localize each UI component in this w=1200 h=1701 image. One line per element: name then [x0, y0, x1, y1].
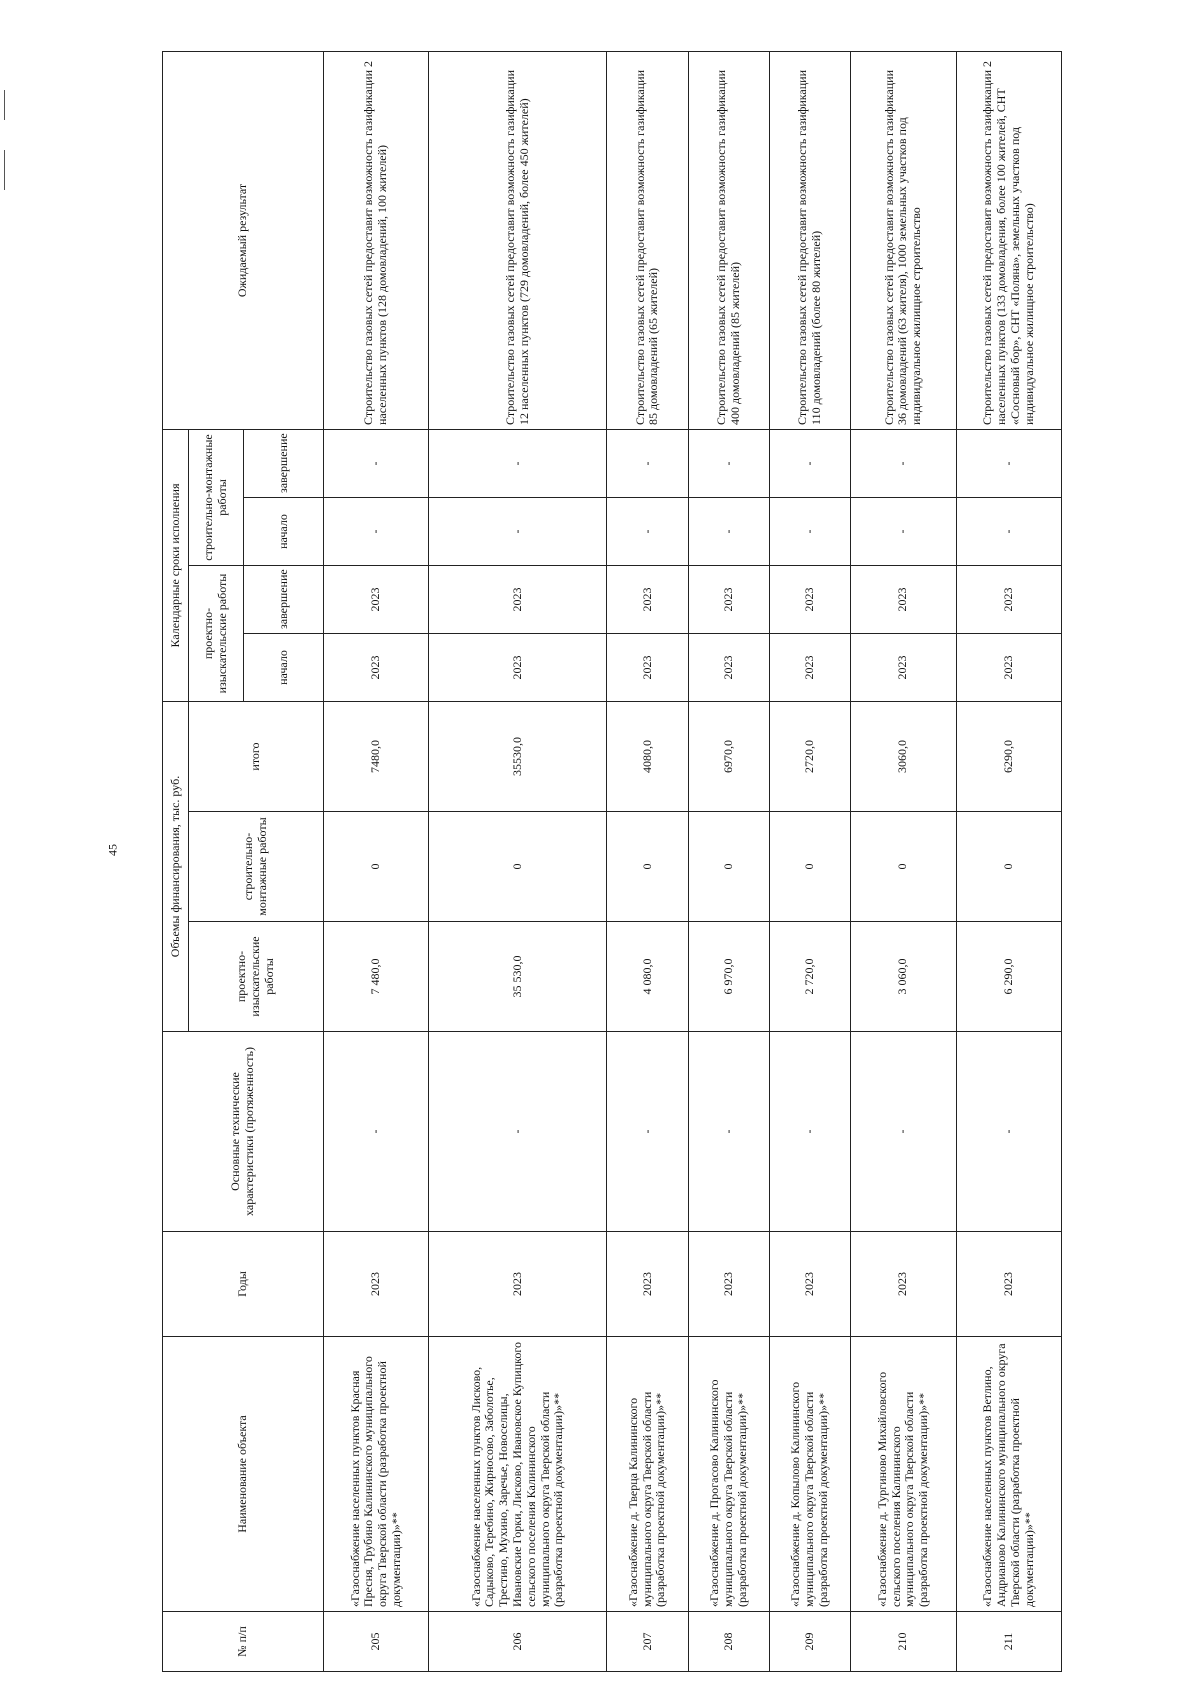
row-object-name: «Газоснабжение д. Прогасово Калининского муниципального округа Тверской области (разработка проектной документации)»**	[688, 1337, 769, 1612]
row-construction-start: -	[429, 498, 607, 566]
row-total-cost: 4080,0	[607, 702, 688, 812]
header-design-works: проектно-изыскательские работы	[189, 922, 324, 1032]
row-construction-start: -	[956, 498, 1061, 566]
header-design-works-cal: проектно-изыскательские работы	[189, 566, 244, 702]
row-specs: -	[769, 1032, 850, 1232]
row-construction-start: -	[769, 498, 850, 566]
row-specs: -	[688, 1032, 769, 1232]
row-construction-end: -	[851, 429, 956, 497]
scan-edge-mark	[4, 150, 5, 190]
row-design-start: 2023	[769, 634, 850, 702]
table-row	[956, 51, 1061, 1671]
row-total-cost: 7480,0	[324, 702, 429, 812]
header-design-end: завершение	[244, 566, 324, 634]
row-design-end: 2023	[688, 566, 769, 634]
row-object-name: «Газоснабжение населенных пунктов Ветлино, Андрианово Калининского муниципального округа Тверской области (разработка проектной документации)»**	[956, 1337, 1061, 1612]
row-design-start: 2023	[607, 634, 688, 702]
row-num: 208	[688, 1612, 769, 1672]
row-design-cost: 6 290,0	[956, 922, 1061, 1032]
row-design-end: 2023	[324, 566, 429, 634]
row-construction-cost: 0	[688, 812, 769, 922]
row-design-end: 2023	[607, 566, 688, 634]
row-design-cost: 7 480,0	[324, 922, 429, 1032]
header-years: Годы	[163, 1232, 324, 1337]
row-construction-end: -	[324, 429, 429, 497]
row-num: 206	[429, 1612, 607, 1672]
row-year: 2023	[607, 1232, 688, 1337]
row-design-cost: 3 060,0	[851, 922, 956, 1032]
header-construction-start: начало	[244, 498, 324, 566]
row-construction-end: -	[429, 429, 607, 497]
header-name: Наименование объекта	[163, 1337, 324, 1612]
row-total-cost: 6970,0	[688, 702, 769, 812]
row-construction-start: -	[688, 498, 769, 566]
row-total-cost: 3060,0	[851, 702, 956, 812]
header-design-start: начало	[244, 634, 324, 702]
header-construction-works-cal: строительно-монтажные работы	[189, 429, 244, 565]
page-number: 45	[105, 844, 120, 856]
row-construction-start: -	[607, 498, 688, 566]
row-object-name: «Газоснабжение населенных пунктов Красная Пресня, Трубино Калининского муниципального округа Тверской области (разработка проектной документации)»**	[324, 1337, 429, 1612]
row-construction-cost: 0	[324, 812, 429, 922]
row-total-cost: 2720,0	[769, 702, 850, 812]
row-expected-result: Строительство газовых сетей предоставит возможность газификации 110 домовладений (более 80 жителей)	[769, 51, 850, 429]
row-construction-end: -	[956, 429, 1061, 497]
row-year: 2023	[324, 1232, 429, 1337]
row-num: 209	[769, 1612, 850, 1672]
header-construction-works: строительно-монтажные работы	[189, 812, 324, 922]
row-specs: -	[956, 1032, 1061, 1232]
row-object-name: «Газоснабжение д. Тверца Калининского муниципального округа Тверской области (разработка проектной документации)»**	[607, 1337, 688, 1612]
table-row	[429, 51, 607, 1671]
header-construction-end: завершение	[244, 429, 324, 497]
gasification-table	[162, 51, 1062, 1672]
row-design-start: 2023	[688, 634, 769, 702]
row-year: 2023	[688, 1232, 769, 1337]
row-year: 2023	[429, 1232, 607, 1337]
row-specs: -	[429, 1032, 607, 1232]
scan-edge-mark	[4, 90, 5, 120]
header-finance-group: Объемы финансирования, тыс. руб.	[163, 702, 189, 1032]
row-construction-start: -	[324, 498, 429, 566]
row-specs: -	[851, 1032, 956, 1232]
row-expected-result: Строительство газовых сетей предоставит возможность газификации 12 населенных пунктов (729 домовладений, более 450 жителей)	[429, 51, 607, 429]
row-specs: -	[324, 1032, 429, 1232]
row-num: 207	[607, 1612, 688, 1672]
row-construction-cost: 0	[607, 812, 688, 922]
row-construction-cost: 0	[769, 812, 850, 922]
header-calendar-group: Календарные сроки исполнения	[163, 429, 189, 701]
row-object-name: «Газоснабжение д. Тургиново Михайловского сельского поселения Калининского муниципального округа Тверской области (разработка проектной документации)»**	[851, 1337, 956, 1612]
row-design-start: 2023	[429, 634, 607, 702]
rotated-table-wrapper	[162, 52, 1062, 1672]
row-specs: -	[607, 1032, 688, 1232]
row-construction-cost: 0	[429, 812, 607, 922]
row-expected-result: Строительство газовых сетей предоставит возможность газификации 36 домовладений (63 жителя), 1000 земельных участков под индивидуальное жилищное строительство	[851, 51, 956, 429]
row-design-cost: 6 970,0	[688, 922, 769, 1032]
row-object-name: «Газоснабжение д. Копылово Калининского муниципального округа Тверской области (разработка проектной документации)»**	[769, 1337, 850, 1612]
table-row	[607, 51, 688, 1671]
row-design-cost: 35 530,0	[429, 922, 607, 1032]
row-expected-result: Строительство газовых сетей предоставит возможность газификации 400 домовладений (85 жителей)	[688, 51, 769, 429]
row-construction-end: -	[688, 429, 769, 497]
header-specs: Основные технические характеристики (протяженность)	[163, 1032, 324, 1232]
row-num: 211	[956, 1612, 1061, 1672]
table-row	[769, 51, 850, 1671]
table-row	[851, 51, 956, 1671]
row-expected-result: Строительство газовых сетей предоставит возможность газификации 2 населенных пунктов (133 домовладения, более 100 жителей, СНТ «Сосновый бор», СНТ «Поляна», земельных участков под индивидуальное жилищное строительство)	[956, 51, 1061, 429]
row-design-end: 2023	[956, 566, 1061, 634]
row-construction-end: -	[607, 429, 688, 497]
row-construction-cost: 0	[851, 812, 956, 922]
row-construction-cost: 0	[956, 812, 1061, 922]
row-num: 205	[324, 1612, 429, 1672]
row-construction-start: -	[851, 498, 956, 566]
header-num: № п/п	[163, 1612, 324, 1672]
row-year: 2023	[769, 1232, 850, 1337]
table-row	[324, 51, 429, 1671]
row-object-name: «Газоснабжение населенных пунктов Лисково, Садыково, Теребино, Жирносово, Заболотье, Трестино, Мухино, Заречье, Новоселицы, Ивановские Горки, Лисково, Ивановское Купицкого сельского поселения Калининского муниципального округа Тверской области (разработка проектной документации)»**	[429, 1337, 607, 1612]
row-design-end: 2023	[851, 566, 956, 634]
row-design-start: 2023	[956, 634, 1061, 702]
row-design-cost: 4 080,0	[607, 922, 688, 1032]
header-total: итого	[189, 702, 324, 812]
row-design-cost: 2 720,0	[769, 922, 850, 1032]
table-row	[688, 51, 769, 1671]
row-design-end: 2023	[429, 566, 607, 634]
row-expected-result: Строительство газовых сетей предоставит возможность газификации 2 населенных пунктов (128 домовладений, 100 жителей)	[324, 51, 429, 429]
row-total-cost: 35530,0	[429, 702, 607, 812]
row-expected-result: Строительство газовых сетей предоставит возможность газификации 85 домовладений (65 жителей)	[607, 51, 688, 429]
row-design-start: 2023	[324, 634, 429, 702]
row-total-cost: 6290,0	[956, 702, 1061, 812]
header-result: Ожидаемый результат	[163, 51, 324, 429]
row-year: 2023	[851, 1232, 956, 1337]
row-construction-end: -	[769, 429, 850, 497]
row-year: 2023	[956, 1232, 1061, 1337]
row-design-start: 2023	[851, 634, 956, 702]
row-design-end: 2023	[769, 566, 850, 634]
row-num: 210	[851, 1612, 956, 1672]
